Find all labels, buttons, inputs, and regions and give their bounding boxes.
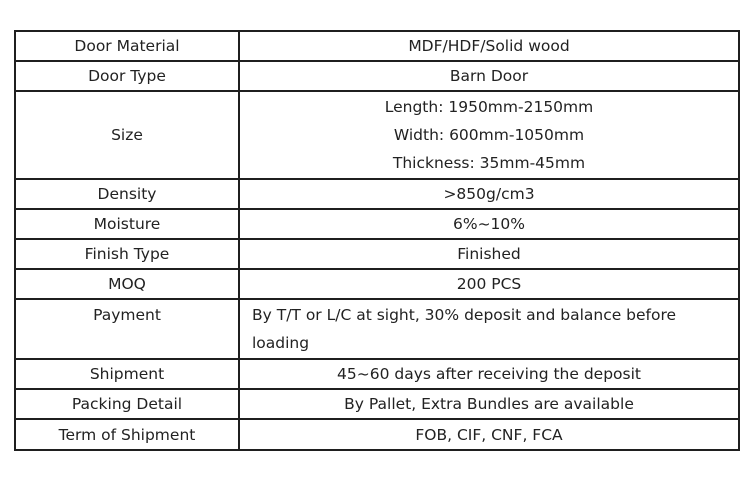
size-thickness: Thickness: 35mm-45mm (392, 154, 586, 172)
table-row-density (15, 179, 739, 209)
size-length: Length: 1950mm-2150mm (384, 98, 594, 116)
size-width: Width: 600mm-1050mm (393, 126, 585, 144)
row-value (239, 91, 739, 179)
row-label: Packing Detail (15, 389, 239, 419)
row-label: Term of Shipment (15, 419, 239, 450)
row-label: Size (15, 91, 239, 179)
row-value: MDF/HDF/Solid wood (239, 31, 739, 61)
table-row-moq (15, 269, 739, 299)
table-row-moisture (15, 209, 739, 239)
table-row-shipment (15, 359, 739, 389)
row-value: 200 PCS (239, 269, 739, 299)
table-row-door-material (15, 31, 739, 61)
row-label: Door Type (15, 61, 239, 91)
row-label: Payment (15, 299, 239, 359)
row-value: By T/T or L/C at sight, 30% deposit and balance before loading (239, 299, 739, 359)
row-value: Finished (239, 239, 739, 269)
row-label: Finish Type (15, 239, 239, 269)
row-value: 6%~10% (239, 209, 739, 239)
product-spec-table (14, 30, 740, 451)
row-value: 45~60 days after receiving the deposit (239, 359, 739, 389)
table-row-door-type (15, 61, 739, 91)
row-label: Moisture (15, 209, 239, 239)
row-label: Door Material (15, 31, 239, 61)
row-value: Barn Door (239, 61, 739, 91)
spec-table-container (14, 30, 740, 451)
table-row-payment (15, 299, 739, 359)
table-row-finish-type (15, 239, 739, 269)
table-row-packing-detail (15, 389, 739, 419)
row-label: Shipment (15, 359, 239, 389)
row-value: FOB, CIF, CNF, FCA (239, 419, 739, 450)
row-value: By Pallet, Extra Bundles are available (239, 389, 739, 419)
row-label: Density (15, 179, 239, 209)
table-row-size (15, 91, 739, 179)
table-row-term-of-shipment (15, 419, 739, 450)
row-label: MOQ (15, 269, 239, 299)
row-value: >850g/cm3 (239, 179, 739, 209)
